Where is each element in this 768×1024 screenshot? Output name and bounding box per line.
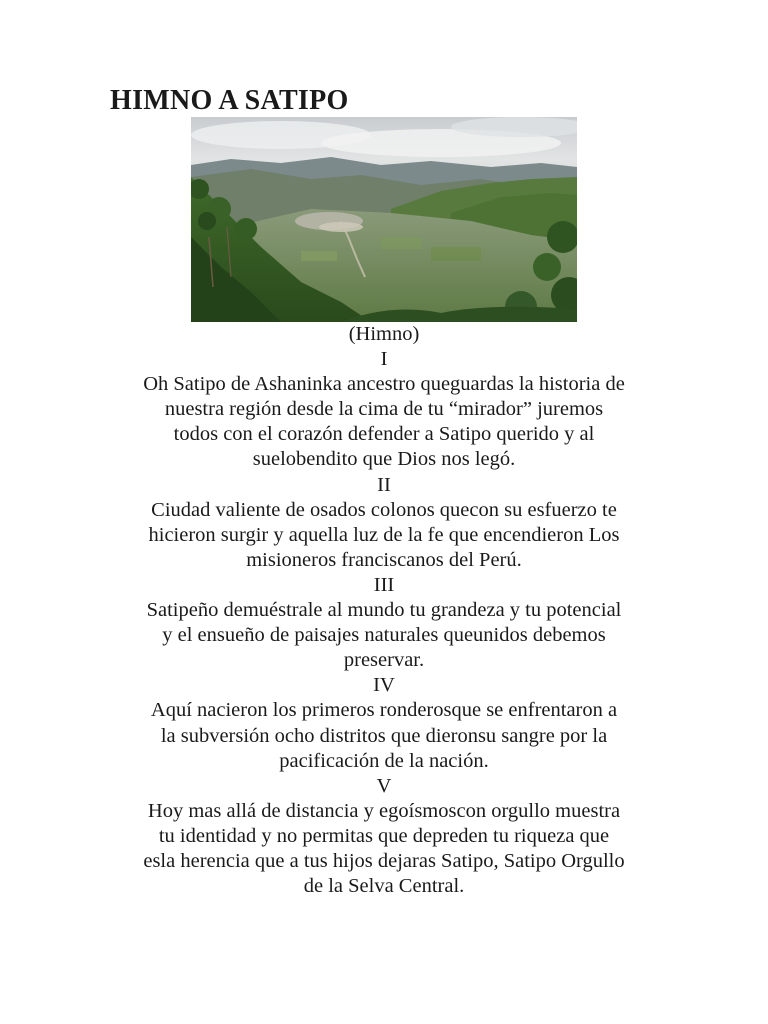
- stanza-line: misioneros franciscanos del Perú.: [246, 548, 522, 571]
- stanza-line: Aquí nacieron los primeros ronderosque se enfrentaron a: [150, 699, 618, 722]
- stanza-line: y el ensueño de paisajes naturales queunidos debemos: [162, 624, 606, 647]
- stanza-line: Hoy mas allá de distancia y egoísmoscon orgullo muestra: [147, 799, 621, 822]
- stanza-numeral: IV: [373, 674, 395, 697]
- hymn-subtitle: (Himno): [348, 323, 420, 345]
- stanza-line: esla herencia que a tus hijos dejaras Satipo, Satipo Orgullo: [143, 849, 625, 872]
- stanza-line: la subversión ocho distritos que dieronsu sangre por la: [160, 724, 608, 747]
- document-title: HIMNO A SATIPO: [110, 85, 349, 116]
- stanza-line: de la Selva Central.: [303, 875, 465, 898]
- stanza-line: todos con el corazón defender a Satipo querido y al: [173, 423, 595, 446]
- stanza-line: preservar.: [343, 649, 425, 672]
- stanza-numeral: III: [373, 573, 395, 596]
- stanza-numeral: II: [377, 473, 391, 496]
- stanza-line: tu identidad y no permitas que depreden tu riqueza que: [158, 824, 610, 847]
- hymn-text: [104, 322, 664, 899]
- stanza-line: suelobendito que Dios nos legó.: [252, 448, 516, 471]
- stanza-line: Oh Satipo de Ashaninka ancestro queguardas la historia de: [143, 373, 625, 396]
- stanza-numeral: I: [380, 348, 388, 371]
- stanza-line: Satipeño demuéstrale al mundo tu grandeza y tu potencial: [146, 599, 622, 622]
- stanza-line: nuestra región desde la cima de tu “mirador” juremos: [164, 398, 604, 421]
- valley-landscape-photo: [191, 117, 577, 322]
- stanza-line: hicieron surgir y aquella luz de la fe que encendieron Los: [148, 523, 620, 546]
- stanza-numeral: V: [376, 774, 392, 797]
- stanza-line: Ciudad valiente de osados colonos quecon su esfuerzo te: [151, 498, 617, 521]
- stanza-line: pacificación de la nación.: [279, 749, 489, 772]
